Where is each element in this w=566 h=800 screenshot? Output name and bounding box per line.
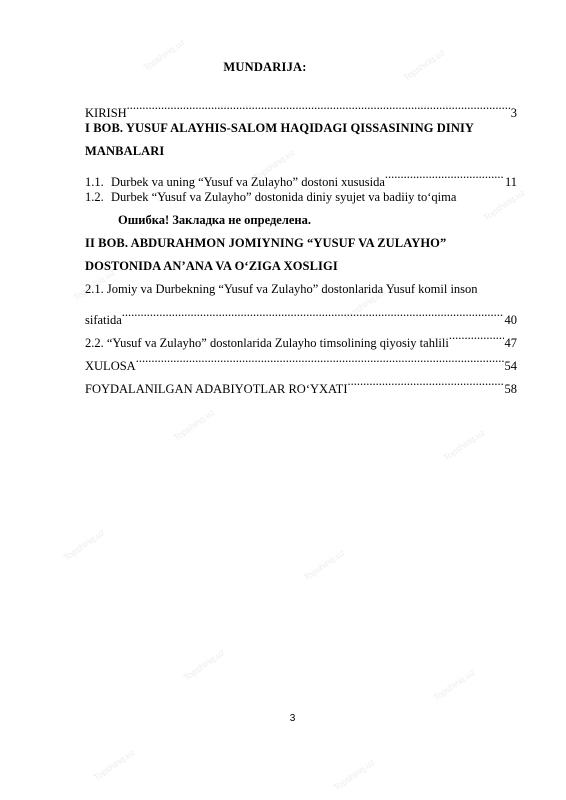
table-of-contents bbox=[85, 94, 517, 396]
toc-entry-page: 54 bbox=[504, 359, 517, 373]
watermark-stamp: Topshiriq.uz bbox=[71, 267, 117, 303]
watermark-stamp: Topshiriq.uz bbox=[181, 647, 227, 683]
watermark-stamp: Topshiriq.uz bbox=[481, 187, 527, 223]
toc-entry-page: 47 bbox=[504, 336, 517, 350]
dot-leader bbox=[122, 301, 504, 324]
toc-entry-2-2[interactable] bbox=[85, 324, 517, 350]
toc-entry-1-2[interactable] bbox=[85, 186, 517, 209]
watermark-stamp: Topshiriq.uz bbox=[401, 47, 447, 83]
watermark-stamp: Topshiriq.uz bbox=[431, 667, 477, 703]
toc-entry-page: 11 bbox=[504, 175, 517, 189]
toc-entry-bibliography[interactable] bbox=[85, 370, 517, 396]
watermark-stamp: Topshiriq.uz bbox=[141, 37, 187, 73]
dot-leader bbox=[347, 370, 503, 393]
toc-chapter-2-line-1: II BOB. ABDURAHMON JOMIYNING “YUSUF VA ZULAYHO” bbox=[85, 236, 447, 250]
toc-entry-label: Durbek va uning “Yusuf va Zulayho” dostoni xususida bbox=[111, 175, 385, 189]
page-number: 3 bbox=[289, 713, 296, 724]
watermark-stamp: Topshiriq.uz bbox=[91, 747, 137, 783]
toc-title: MUNDARIJA: bbox=[223, 60, 307, 74]
toc-entry-label: KIRISH bbox=[85, 106, 127, 120]
watermark-stamp: Topshiriq.uz bbox=[441, 427, 487, 463]
toc-chapter-1-line-2: MANBALARI bbox=[85, 144, 165, 158]
watermark-stamp: Topshiriq.uz bbox=[301, 547, 347, 583]
toc-entry-2-1-line-2[interactable] bbox=[85, 301, 517, 327]
toc-entry-page: 3 bbox=[510, 106, 517, 120]
dot-leader bbox=[136, 347, 504, 370]
watermark-stamp: Topshiriq.uz bbox=[331, 757, 377, 793]
toc-entry-xulosa[interactable] bbox=[85, 347, 517, 373]
watermark-stamp: Topshiriq.uz bbox=[341, 287, 387, 323]
dot-leader bbox=[385, 163, 504, 186]
toc-entry-kirish[interactable] bbox=[85, 94, 517, 120]
toc-entry-number: 1.2. bbox=[85, 190, 104, 204]
toc-entry-page: 58 bbox=[504, 382, 517, 396]
watermark-stamp: Topshiriq.uz bbox=[251, 147, 297, 183]
toc-entry-label: Durbek “Yusuf va Zulayho” dostonida diniy syujet va badiiy to‘qima bbox=[111, 190, 457, 204]
toc-entry-page: 40 bbox=[504, 313, 517, 327]
bookmark-error-note: Ошибка! Закладка не определена. bbox=[118, 213, 311, 227]
toc-entry-2-1-line-1[interactable]: 2.1. Jomiy va Durbekning “Yusuf va Zulayho” dostonlarida Yusuf komil inson bbox=[85, 282, 478, 296]
toc-entry-label: sifatida bbox=[85, 313, 122, 327]
watermark-stamp: Topshiriq.uz bbox=[61, 527, 107, 563]
toc-entry-label: 2.2. “Yusuf va Zulayho” dostonlarida Zulayho timsolining qiyosiy tahlili bbox=[85, 336, 449, 350]
watermark-stamp: Topshiriq.uz bbox=[171, 407, 217, 443]
dot-leader bbox=[127, 94, 510, 117]
toc-entry-label: XULOSA bbox=[85, 359, 136, 373]
dot-leader bbox=[449, 324, 504, 347]
toc-entry-label: FOYDALANILGAN ADABIYOTLAR RO‘YXATI bbox=[85, 382, 348, 396]
toc-chapter-2-line-2: DOSTONIDA AN’ANA VA O‘ZIGA XOSLIGI bbox=[85, 259, 338, 273]
toc-chapter-1-line-1: I BOB. YUSUF ALAYHIS-SALOM HAQIDAGI QISSASINING DINIY bbox=[85, 121, 475, 135]
toc-entry-1-1[interactable] bbox=[85, 163, 517, 189]
toc-entry-number: 1.1. bbox=[85, 175, 104, 189]
